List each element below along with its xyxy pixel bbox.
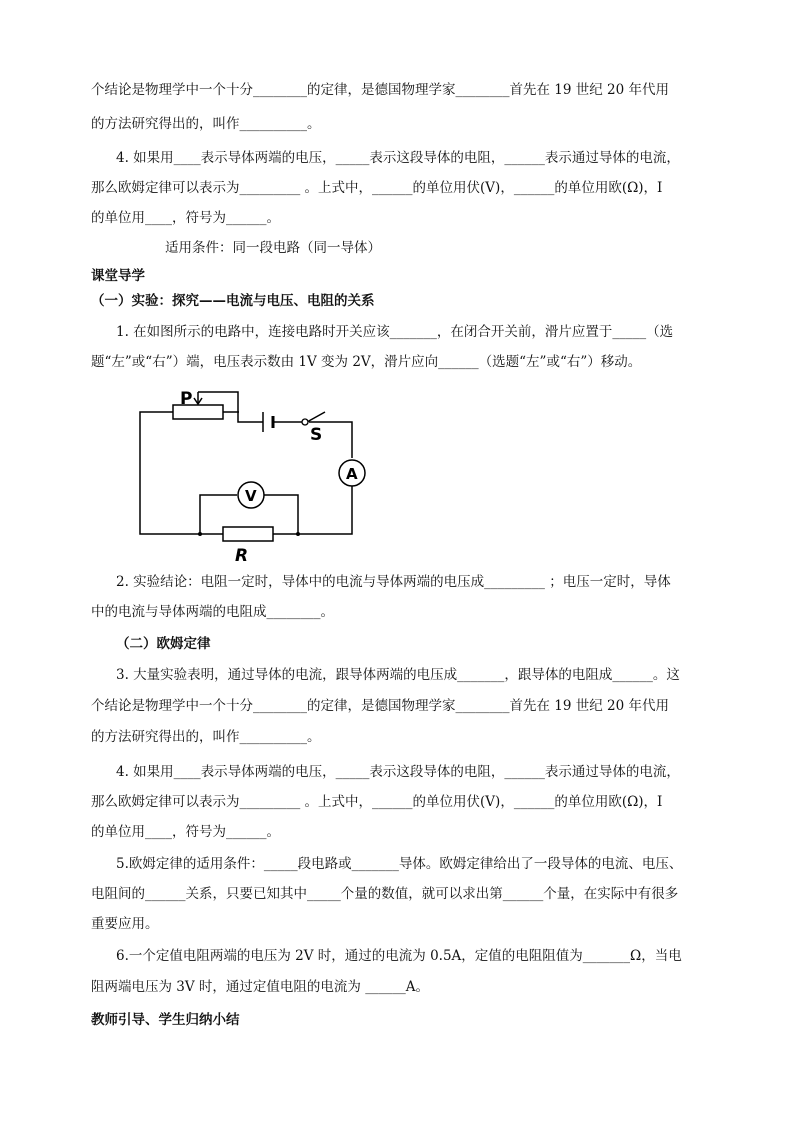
top-line-1: 个结论是物理学中一个十分________的定律，是德国物理学家________首先在 19 世纪 20 年代用 <box>91 82 670 98</box>
top-line-5: 的单位用____，符号为______。 <box>91 210 280 226</box>
question-3-line-2: 个结论是物理学中一个十分________的定律，是德国物理学家________首先在 19 世纪 20 年代用 <box>91 698 670 714</box>
question-5-line-1: 5.欧姆定律的适用条件：_____段电路或_______导体。欧姆定律给出了一段导体的电流、电压、 <box>116 856 683 872</box>
question-6-line-2: 阻两端电压为 3V 时，通过定值电阻的电流为 ______A。 <box>91 979 429 995</box>
label-a: A <box>346 465 358 483</box>
question-6-line-1: 6.一个定值电阻两端的电压为 2V 时，通过的电流为 0.5A，定值的电阻阻值为_______Ω，当电 <box>116 948 682 964</box>
top-line-3: 4. 如果用____表示导体两端的电压，_____表示这段导体的电阻，______表示通过导体的电流， <box>116 150 680 166</box>
section-heading-classroom: 课堂导学 <box>91 268 145 284</box>
switch-contact <box>302 419 308 425</box>
label-p: P <box>180 389 193 409</box>
subsection-heading-experiment: （一）实验：探究——电流与电压、电阻的关系 <box>91 293 375 309</box>
question-1-line-2: 题“左”或“右”）端，电压表示数由 1V 变为 2V，滑片应向______（选题“左”或“右”）移动。 <box>91 354 642 370</box>
top-line-2: 的方法研究得出的，叫作__________。 <box>91 116 321 132</box>
wire-slider <box>198 392 263 422</box>
question-3-line-3: 的方法研究得出的，叫作__________。 <box>91 729 321 745</box>
top-line-4: 那么欧姆定律可以表示为_________ 。上式中，______的单位用伏(V)，______的单位用欧(Ω)，I <box>91 180 663 196</box>
label-r: R <box>235 546 249 566</box>
section-heading-summary: 教师引导、学生归纳小结 <box>91 1012 240 1028</box>
question-1-line-1: 1. 在如图所示的电路中，连接电路时开关应该_______，在闭合开关前，滑片应置于_____（选 <box>116 324 674 340</box>
question-4-line-2: 那么欧姆定律可以表示为_________ 。上式中，______的单位用伏(V)，______的单位用欧(Ω)，I <box>91 794 663 810</box>
question-5-line-3: 重要应用。 <box>91 916 159 932</box>
subsection-heading-ohm: （二）欧姆定律 <box>116 636 211 652</box>
junction-left <box>198 532 202 536</box>
question-2-line-2: 中的电流与导体两端的电阻成________。 <box>91 604 334 620</box>
wire-left <box>140 412 200 534</box>
question-5-line-2: 电阻间的______关系，只要已知其中_____个量的数值，就可以求出第______个量，在实际中有很多 <box>91 886 679 902</box>
wire-voltmeter-left <box>200 495 237 534</box>
resistor-body <box>223 527 273 541</box>
applicable-condition: 适用条件：同一段电路（同一导体） <box>165 240 381 256</box>
question-4-line-3: 的单位用____，符号为______。 <box>91 824 280 840</box>
switch-blade <box>307 412 325 422</box>
circuit-diagram <box>130 382 370 567</box>
wire-voltmeter-right <box>264 495 298 534</box>
junction-right <box>296 532 300 536</box>
label-v: V <box>245 487 257 505</box>
question-4-line-1: 4. 如果用____表示导体两端的电压，_____表示这段导体的电阻，______表示通过导体的电流， <box>116 764 680 780</box>
question-3-line-1: 3. 大量实验表明，通过导体的电流，跟导体两端的电压成_______，跟导体的电阻成______。这 <box>116 667 680 683</box>
question-2-line-1: 2. 实验结论：电阻一定时，导体中的电流与导体两端的电压成_________ ；电压一定时，导体 <box>116 574 671 590</box>
label-s: S <box>310 425 323 445</box>
